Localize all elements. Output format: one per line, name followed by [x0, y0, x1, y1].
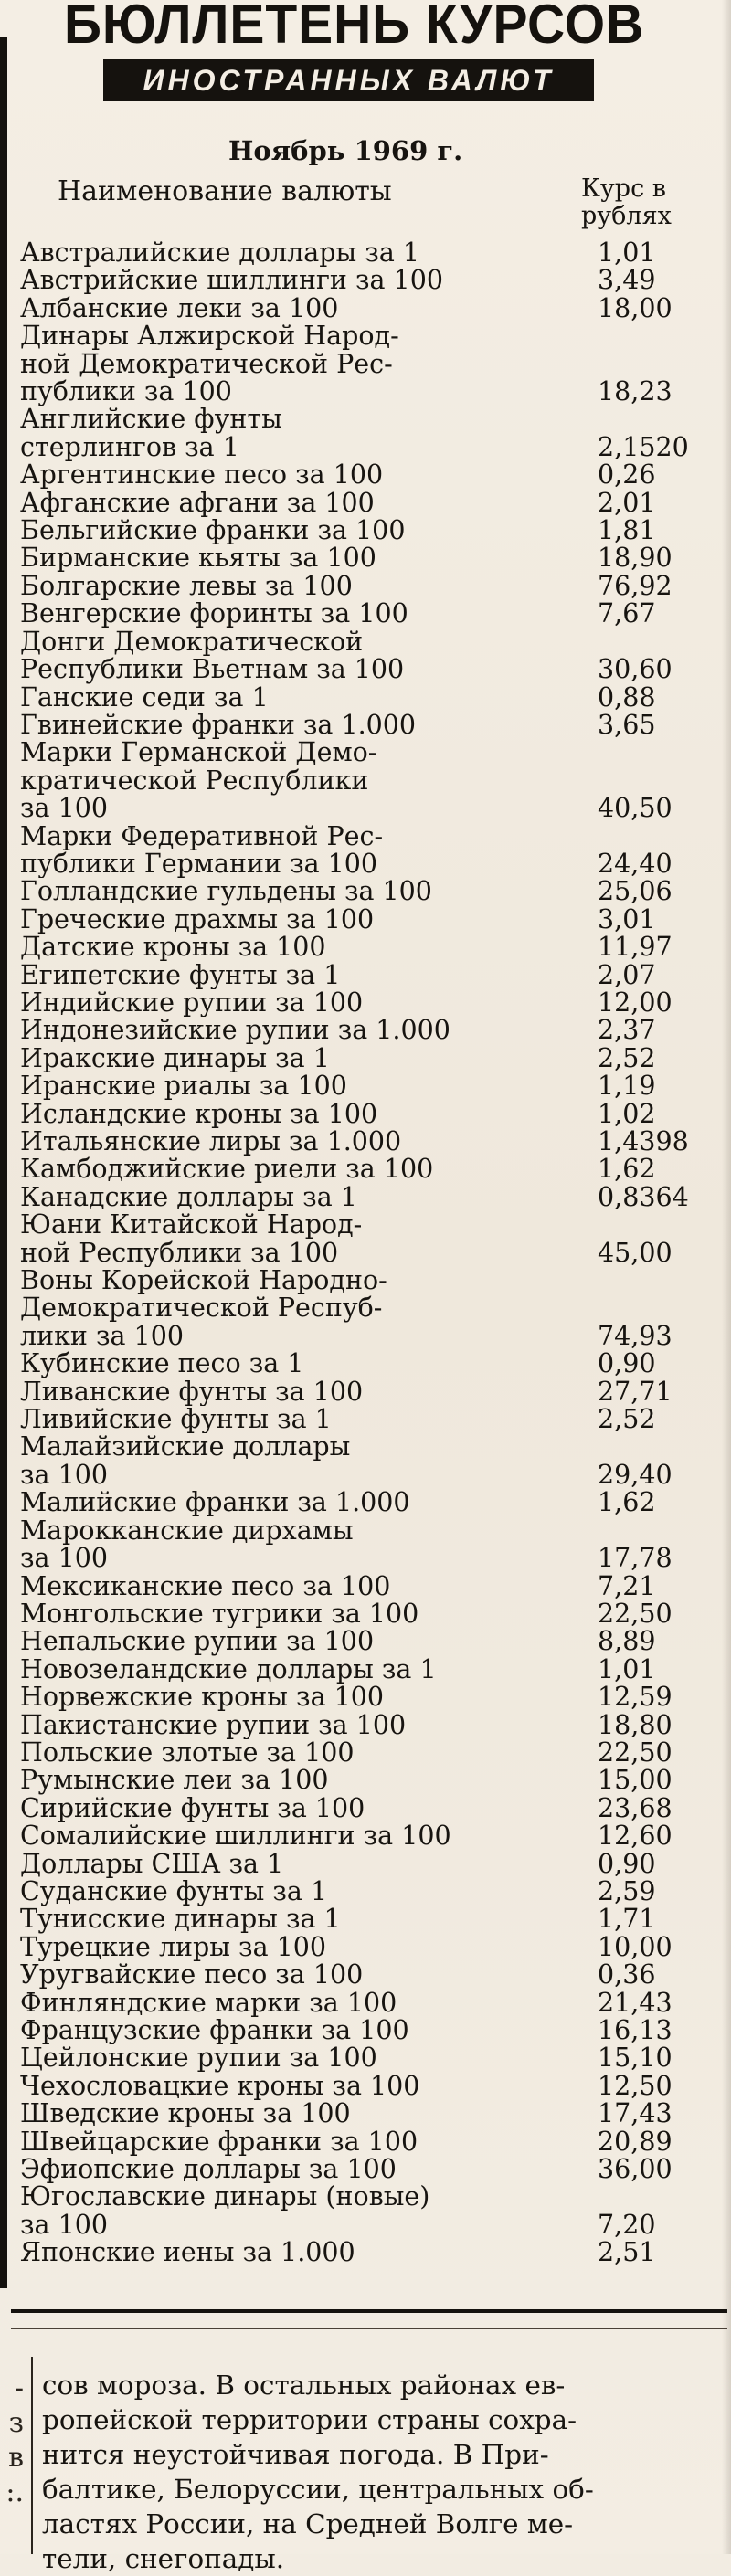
- table-bottom-rule: [11, 2309, 727, 2313]
- table-row: [20, 406, 724, 461]
- table-row: [20, 1267, 724, 1350]
- currency-rate: 1,19: [598, 1071, 656, 1102]
- currency-name: Донги Демократической Республики Вьетнам за 100: [20, 628, 405, 684]
- currency-rate: 0,90: [598, 1348, 656, 1379]
- currency-name: Иракские динары за 1: [20, 1044, 330, 1073]
- currency-name: Индийские рупии за 100: [20, 988, 364, 1018]
- table-row: [20, 322, 724, 406]
- table-row: [20, 1181, 724, 1212]
- currency-name: Мексиканские песо за 100: [20, 1572, 391, 1600]
- currency-name: Камбоджийские риели за 100: [20, 1156, 434, 1184]
- table-row: [20, 1433, 724, 1489]
- table-row: [20, 267, 724, 294]
- currency-name: Ганские седи за 1: [20, 683, 269, 712]
- currency-name: Канадские доллары за 1: [20, 1183, 357, 1212]
- currency-rate: 7,21: [598, 1570, 656, 1601]
- currency-rate: 3,65: [598, 709, 656, 740]
- currency-name: Сомалийские шиллинги за 100: [20, 1822, 451, 1851]
- table-row: [20, 959, 724, 990]
- table-row: [20, 1156, 724, 1183]
- currency-rate-table: [20, 239, 724, 2267]
- currency-rate: 0,26: [598, 459, 656, 491]
- currency-name: Австрийские шиллинги за 100: [20, 267, 443, 295]
- currency-name: Новозеландские доллары за 1: [20, 1655, 437, 1684]
- table-row: [20, 1017, 724, 1044]
- currency-name: Голландские гульдены за 100: [20, 878, 432, 906]
- table-row: [20, 878, 724, 905]
- table-row: [20, 1684, 724, 1711]
- currency-name: Динары Алжирской Народ- ной Демократической Рес- публики за 100: [20, 322, 399, 406]
- currency-rate: 8,89: [598, 1626, 656, 1657]
- currency-rate: 0,36: [598, 1959, 656, 1990]
- currency-name: Цейлонские рупии за 100: [20, 2044, 377, 2073]
- currency-name: Кубинские песо за 1: [20, 1350, 304, 1378]
- table-row: [20, 1128, 724, 1156]
- currency-name: Афганские афгани за 100: [20, 489, 375, 518]
- currency-rate: 0,8364: [598, 1181, 689, 1212]
- currency-name: Юани Китайской Народ- ной Республики за 100: [20, 1211, 363, 1268]
- table-row: [20, 2183, 724, 2239]
- currency-name: Датские кроны за 100: [20, 934, 326, 962]
- currency-rate: 17,78: [598, 1543, 673, 1574]
- currency-name: Пакистанские рупии за 100: [20, 1711, 407, 1739]
- currency-rate: 2,52: [598, 1404, 656, 1435]
- table-row: [20, 1098, 724, 1129]
- currency-rate: 0,90: [598, 1848, 656, 1879]
- currency-rate: 12,59: [598, 1682, 673, 1713]
- currency-name: Суданские фунты за 1: [20, 1877, 328, 1906]
- currency-name: Малайзийские доллары за 100: [20, 1433, 351, 1490]
- table-row: [20, 544, 724, 572]
- currency-name: Эфиопские доллары за 100: [20, 2156, 397, 2184]
- currency-rate: 1,01: [598, 238, 656, 268]
- currency-rate: 17,43: [598, 2098, 673, 2129]
- currency-rate: 22,50: [598, 1598, 673, 1629]
- currency-name: Сирийские фунты за 100: [20, 1794, 366, 1823]
- currency-rate: 25,06: [598, 876, 673, 907]
- currency-rate: 23,68: [598, 1792, 673, 1823]
- currency-rate: 74,93: [598, 1320, 673, 1351]
- column-separator: [31, 2357, 33, 2554]
- table-row: [20, 292, 724, 323]
- currency-rate: 1,81: [598, 515, 656, 546]
- column-header-rate: Курс в рублях: [581, 174, 672, 230]
- table-row: [20, 1875, 724, 1906]
- currency-rate: 40,50: [598, 793, 673, 824]
- table-row: [20, 1628, 724, 1655]
- table-row: [20, 1378, 724, 1406]
- currency-name: Итальянские лиры за 1.000: [20, 1128, 402, 1156]
- currency-rate: 7,67: [598, 598, 656, 629]
- table-row: [20, 570, 724, 601]
- column-header-currency: Наименование валюты: [58, 175, 392, 207]
- table-row: [20, 628, 724, 684]
- currency-rate: 2,59: [598, 1875, 656, 1906]
- bulletin-title: БЮЛЛЕТЕНЬ КУРСОВ: [64, 0, 645, 55]
- table-row: [20, 487, 724, 518]
- currency-rate: 10,00: [598, 1931, 673, 1962]
- currency-name: Японские иены за 1.000: [20, 2239, 355, 2267]
- table-row: [20, 989, 724, 1017]
- currency-name: Австралийские доллары за 1: [20, 239, 420, 268]
- currency-rate: 2,52: [598, 1042, 656, 1073]
- table-row: [20, 600, 724, 628]
- currency-name: Болгарские левы за 100: [20, 572, 353, 601]
- currency-rate: 21,43: [598, 1987, 673, 2018]
- table-row: [20, 1350, 724, 1378]
- currency-name: Албанские леки за 100: [20, 294, 339, 323]
- table-row: [20, 1570, 724, 1601]
- currency-name: Бирманские кьяты за 100: [20, 544, 376, 573]
- table-row: [20, 1822, 724, 1850]
- currency-name: Греческие драхмы за 100: [20, 905, 375, 934]
- report-period: Ноябрь 1969 г.: [228, 135, 463, 166]
- table-row: [20, 2044, 724, 2072]
- currency-rate: 12,60: [598, 1821, 673, 1852]
- table-row: [20, 1489, 724, 1516]
- section-divider: [11, 2328, 727, 2329]
- currency-rate: 12,50: [598, 2070, 673, 2101]
- currency-rate: 12,00: [598, 987, 673, 1018]
- currency-rate: 16,13: [598, 2015, 673, 2045]
- currency-rate: 1,01: [598, 1653, 656, 1684]
- currency-rate: 18,80: [598, 1709, 673, 1740]
- table-row: [20, 903, 724, 934]
- currency-name: Марки Германской Демо- кратической Республики за 100: [20, 739, 377, 823]
- currency-name: Румынские леи за 100: [20, 1767, 329, 1795]
- currency-rate: 2,37: [598, 1015, 656, 1046]
- currency-name: Венгерские форинты за 100: [20, 600, 408, 628]
- currency-rate: 1,62: [598, 1154, 656, 1185]
- table-row: [20, 739, 724, 822]
- adjacent-column-fragment: - з в :.: [5, 2372, 24, 2508]
- currency-name: Норвежские кроны за 100: [20, 1684, 385, 1712]
- table-row: [20, 2100, 724, 2127]
- currency-rate: 15,10: [598, 2043, 673, 2074]
- currency-name: Ливийские фунты за 1: [20, 1406, 332, 1434]
- currency-rate: 2,07: [598, 959, 656, 990]
- currency-name: Английские фунты стерлингов за 1: [20, 406, 282, 462]
- table-row: [20, 934, 724, 961]
- currency-rate: 22,50: [598, 1737, 673, 1768]
- table-row: [20, 709, 724, 740]
- currency-name: Бельгийские франки за 100: [20, 517, 406, 545]
- table-row: [20, 239, 724, 267]
- currency-rate: 2,01: [598, 487, 656, 518]
- table-row: [20, 1931, 724, 1962]
- currency-rate: 11,97: [598, 932, 673, 963]
- table-row: [20, 2017, 724, 2044]
- currency-rate: 18,90: [598, 543, 673, 574]
- currency-rate: 20,89: [598, 2126, 673, 2157]
- currency-name: Финляндские марки за 100: [20, 1989, 397, 2017]
- table-row: [20, 1709, 724, 1740]
- currency-rate: 3,49: [598, 265, 656, 296]
- currency-name: Ливанские фунты за 100: [20, 1378, 364, 1407]
- currency-rate: 15,00: [598, 1765, 673, 1796]
- currency-rate: 7,20: [598, 2209, 656, 2240]
- currency-rate: 18,23: [598, 376, 673, 407]
- table-row: [20, 1906, 724, 1933]
- currency-name: Швейцарские франки за 100: [20, 2127, 418, 2157]
- currency-name: Уругвайские песо за 100: [20, 1961, 364, 1990]
- currency-name: Французские франки за 100: [20, 2017, 409, 2045]
- currency-name: Аргентинские песо за 100: [20, 461, 384, 490]
- table-row: [20, 2128, 724, 2156]
- table-row: [20, 1792, 724, 1823]
- table-row: [20, 1961, 724, 1989]
- table-row: [20, 1767, 724, 1794]
- currency-rate: 45,00: [598, 1237, 673, 1268]
- currency-name: Польские злотые за 100: [20, 1738, 355, 1768]
- currency-name: Монгольские тугрики за 100: [20, 1599, 419, 1629]
- weather-article-text: сов мороза. В остальных районах ев- ропейской территории страны сохра- нится неустойчивая погода. В При- балтике, Белоруссии, центральных об- ластях России, на Средней Волге ме- тели, снегопады.: [42, 2370, 594, 2574]
- currency-rate: 30,60: [598, 654, 673, 685]
- currency-rate: 36,00: [598, 2154, 673, 2185]
- table-row: [20, 2239, 724, 2266]
- table-row: [20, 1072, 724, 1100]
- currency-name: Малийские франки за 1.000: [20, 1489, 410, 1517]
- currency-rate: 76,92: [598, 570, 673, 601]
- currency-rate: 29,40: [598, 1459, 673, 1490]
- currency-rate: 27,71: [598, 1376, 673, 1407]
- currency-name: Непальские рупии за 100: [20, 1628, 375, 1656]
- table-row: [20, 823, 724, 879]
- currency-rate: 18,00: [598, 292, 673, 323]
- table-row: [20, 681, 724, 713]
- left-column-rule: [0, 37, 7, 2288]
- table-row: [20, 1848, 724, 1879]
- table-row: [20, 1987, 724, 2018]
- currency-rate: 0,88: [598, 681, 656, 713]
- currency-name: Югославские динары (новые) за 100: [20, 2183, 430, 2240]
- table-row: [20, 461, 724, 489]
- currency-name: Гвинейские франки за 1.000: [20, 711, 417, 740]
- currency-name: Марокканские дирхамы за 100: [20, 1516, 354, 1573]
- currency-name: Шведские кроны за 100: [20, 2100, 351, 2128]
- table-row: [20, 517, 724, 544]
- currency-name: Воны Корейской Народно- Демократической Респуб- лики за 100: [20, 1267, 387, 1351]
- currency-rate: 3,01: [598, 903, 656, 934]
- table-row: [20, 2070, 724, 2101]
- currency-name: Индонезийские рупии за 1.000: [20, 1017, 450, 1045]
- bulletin-subtitle-banner: ИНОСТРАННЫХ ВАЛЮТ: [103, 59, 594, 101]
- table-row: [20, 1739, 724, 1767]
- table-row: [20, 1042, 724, 1073]
- currency-name: Тунисские динары за 1: [20, 1906, 341, 1934]
- currency-name: Исландские кроны за 100: [20, 1100, 378, 1128]
- currency-rate: 2,51: [598, 2237, 656, 2268]
- currency-rate: 1,4398: [598, 1126, 689, 1156]
- currency-name: Чехословацкие кроны за 100: [20, 2072, 420, 2101]
- currency-name: Доллары США за 1: [20, 1850, 284, 1878]
- table-row: [20, 1517, 724, 1573]
- table-row: [20, 1600, 724, 1628]
- currency-name: Египетские фунты за 1: [20, 961, 341, 989]
- currency-rate: 1,62: [598, 1487, 656, 1518]
- currency-rate: 24,40: [598, 848, 673, 879]
- table-row: [20, 1406, 724, 1433]
- table-row: [20, 1211, 724, 1267]
- currency-name: Турецкие лиры за 100: [20, 1933, 327, 1962]
- currency-name: Марки Федеративной Рес- публики Германии за 100: [20, 822, 384, 879]
- table-row: [20, 1653, 724, 1684]
- table-row: [20, 2156, 724, 2183]
- currency-rate: 2,1520: [598, 431, 689, 462]
- currency-name: Иранские риалы за 100: [20, 1072, 347, 1101]
- currency-rate: 1,71: [598, 1904, 656, 1935]
- currency-rate: 1,02: [598, 1098, 656, 1129]
